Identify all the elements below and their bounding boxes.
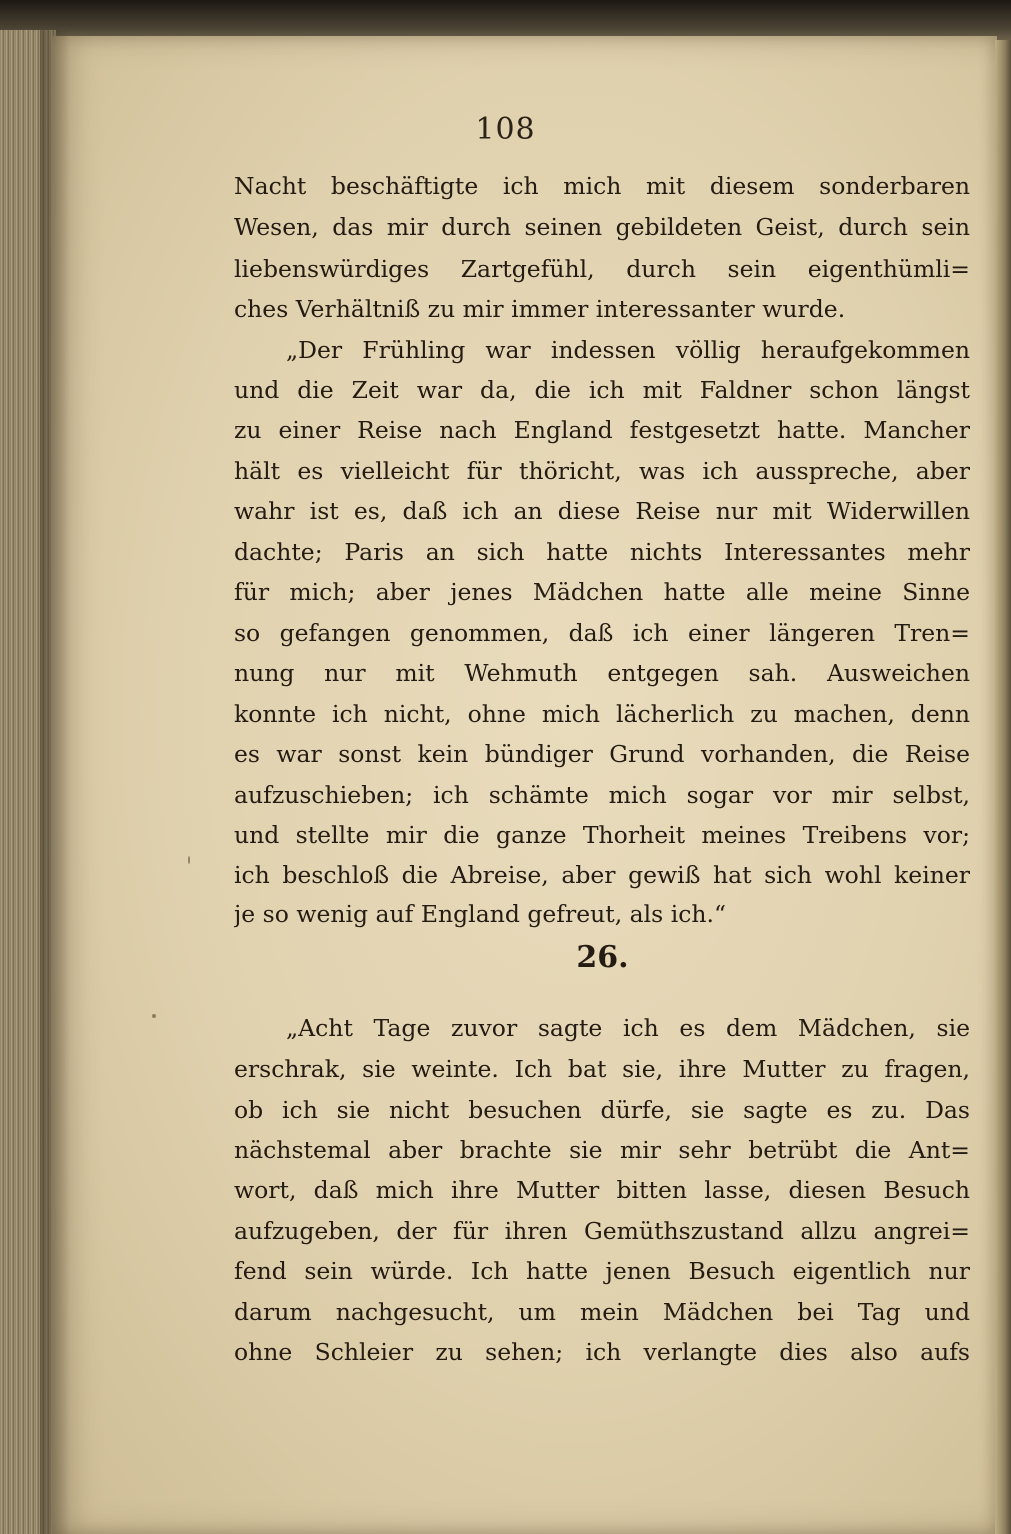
text-line: „Acht Tage zuvor sagte ich es dem Mädchen, sie	[286, 1014, 970, 1042]
text-line: für mich; aber jenes Mädchen hatte alle meine Sinne	[234, 578, 970, 606]
text-line: ich beschloß die Abreise, aber gewiß hat sich wohl keiner	[234, 861, 970, 889]
text-line: fend sein würde. Ich hatte jenen Besuch eigentlich nur	[234, 1257, 970, 1285]
text-line: es war sonst kein bündiger Grund vorhanden, die Reise	[234, 740, 970, 768]
gutter-shadow	[40, 30, 70, 1534]
text-line: zu einer Reise nach England festgesetzt hatte. Mancher	[234, 416, 970, 444]
text-line: je so wenig auf England gefreut, als ich.“	[234, 900, 727, 928]
text-line: wahr ist es, daß ich an diese Reise nur mit Widerwillen	[234, 497, 970, 525]
text-line: Wesen, das mir durch seinen gebildeten Geist, durch sein	[234, 213, 970, 241]
right-page-edge	[995, 40, 1011, 1534]
paper-speck	[188, 856, 190, 864]
text-line: liebenswürdiges Zartgefühl, durch sein eigenthümli=	[234, 255, 970, 283]
text-line: hält es vielleicht für thöricht, was ich ausspreche, aber	[234, 457, 970, 485]
text-line: konnte ich nicht, ohne mich lächerlich zu machen, denn	[234, 700, 970, 728]
text-line: darum nachgesucht, um mein Mädchen bei Tag und	[234, 1298, 970, 1326]
page-number: 108	[475, 112, 536, 147]
text-line: wort, daß mich ihre Mutter bitten lasse, diesen Besuch	[234, 1176, 970, 1204]
text-line: so gefangen genommen, daß ich einer längeren Tren=	[234, 619, 970, 647]
text-line: Nacht beschäftigte ich mich mit diesem sonderbaren	[234, 172, 970, 200]
text-line: ohne Schleier zu sehen; ich verlangte dies also aufs	[234, 1338, 970, 1366]
text-line: und die Zeit war da, die ich mit Faldner schon längst	[234, 376, 970, 404]
text-line: ches Verhältniß zu mir immer interessanter wurde.	[234, 295, 846, 323]
text-line: erschrak, sie weinte. Ich bat sie, ihre Mutter zu fragen,	[234, 1055, 970, 1083]
text-line: und stellte mir die ganze Thorheit meines Treibens vor;	[234, 821, 970, 849]
text-line: ob ich sie nicht besuchen dürfe, sie sagte es zu. Das	[234, 1096, 970, 1124]
text-line: nächstemal aber brachte sie mir sehr betrübt die Ant=	[234, 1136, 970, 1164]
text-line: dachte; Paris an sich hatte nichts Interessantes mehr	[234, 538, 970, 566]
section-number: 26.	[576, 940, 629, 975]
text-line: aufzuschieben; ich schämte mich sogar vor mir selbst,	[234, 781, 970, 809]
text-line: „Der Frühling war indessen völlig heraufgekommen	[286, 336, 970, 364]
text-line: nung nur mit Wehmuth entgegen sah. Ausweichen	[234, 659, 970, 687]
book-top-edge	[0, 0, 1011, 40]
paper-speck	[152, 1014, 156, 1018]
text-line: aufzugeben, der für ihren Gemüthszustand allzu angrei=	[234, 1217, 970, 1245]
